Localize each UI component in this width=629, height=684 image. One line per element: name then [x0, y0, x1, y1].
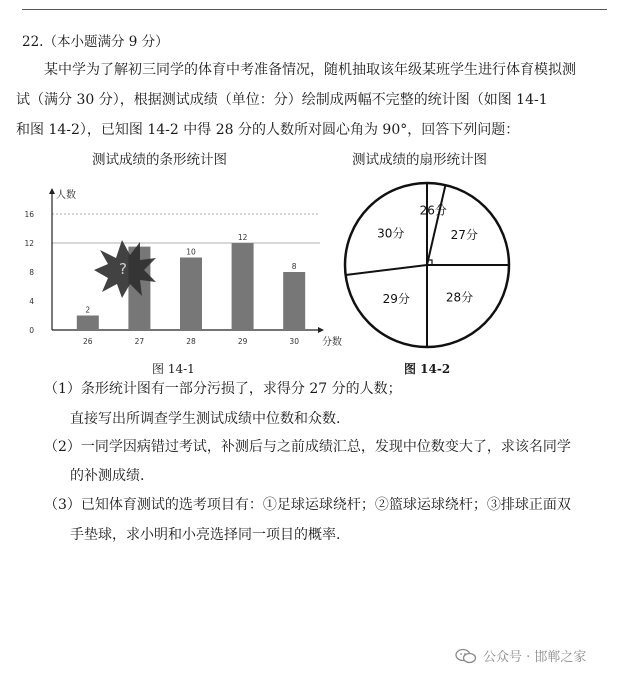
watermark-text: 公众号 · 邯郸之家	[483, 650, 587, 665]
intro-line: 某中学为了解初三同学的体育中考准备情况，随机抽取该年级某班学生进行体育模拟测	[44, 62, 576, 78]
sub-question-2-cont: 的补测成绩.	[70, 468, 145, 484]
intro-line: 试（满分 30 分），根据测试成绩（单位：分）绘制成两幅不完整的统计图（如图 14-1	[16, 92, 548, 108]
x-tick-label: 30	[289, 337, 299, 346]
sub-question-1: （1）条形统计图有一部分污损了，求得分 27 分的人数；	[44, 381, 402, 397]
bar-chart-title: 测试成绩的条形统计图	[92, 152, 227, 168]
bar-28	[180, 258, 202, 331]
y-tick-label: 12	[24, 239, 34, 248]
y-tick-label: 0	[29, 326, 34, 335]
bar-26	[77, 316, 99, 331]
sub-question-3-cont: 手垫球，求小明和小亮选择同一项目的概率.	[70, 527, 341, 543]
y-axis-arrow	[49, 188, 55, 194]
sub-question-1-cont: 直接写出所调查学生测试成绩中位数和众数.	[70, 411, 341, 427]
pie-slice-label: 29分	[382, 292, 410, 307]
x-tick-label: 26	[83, 337, 93, 346]
x-tick-label: 29	[237, 337, 248, 346]
sub-question-2: （2）一同学因病错过考试，补测后与之前成绩汇总，发现中位数变大了，求该名同学	[44, 439, 571, 455]
bar-30	[283, 272, 305, 330]
pie-slice-label: 26分	[419, 203, 447, 218]
sub-question-3: （3）已知体育测试的选考项目有：①足球运球绕杆；②篮球运球绕杆；③排球正面双	[44, 497, 571, 513]
y-tick-label: 4	[29, 297, 34, 306]
pie-chart	[327, 165, 527, 365]
y-axis-label: 人数	[56, 190, 76, 201]
question-number: 22.（本小题满分 9 分）	[22, 34, 169, 50]
bar-data-label: 12	[237, 233, 248, 242]
bar-data-label: 10	[186, 247, 196, 257]
pie-figure-caption: 图 14-2	[404, 362, 451, 376]
bar-chart	[22, 180, 342, 355]
bar-data-label: 8	[291, 262, 297, 271]
intro-line: 和图 14-2），已知图 14-2 中得 28 分的人数所对圆心角为 90°，回答下列问题：	[16, 122, 520, 138]
pie-slice-label: 27分	[450, 227, 478, 242]
top-rule	[22, 9, 607, 10]
watermark	[455, 646, 586, 665]
y-tick-label: 8	[29, 268, 34, 277]
wechat-icon	[455, 648, 477, 664]
pie-slice-label: 30分	[377, 226, 405, 241]
pie-chart-title: 测试成绩的扇形统计图	[352, 152, 487, 168]
x-tick-label: 28	[186, 337, 196, 346]
question-intro	[16, 55, 604, 145]
bar-29	[232, 243, 254, 330]
stain-question-mark: ?	[119, 260, 127, 278]
y-tick-label: 16	[24, 210, 34, 219]
x-tick-label: 27	[134, 337, 145, 346]
x-axis-label: 分数	[322, 337, 342, 348]
bar-figure-caption: 图 14-1	[152, 362, 195, 376]
bar-data-label: 2	[85, 305, 91, 315]
pie-slice-label: 28分	[445, 290, 474, 305]
x-axis-arrow	[318, 327, 324, 333]
